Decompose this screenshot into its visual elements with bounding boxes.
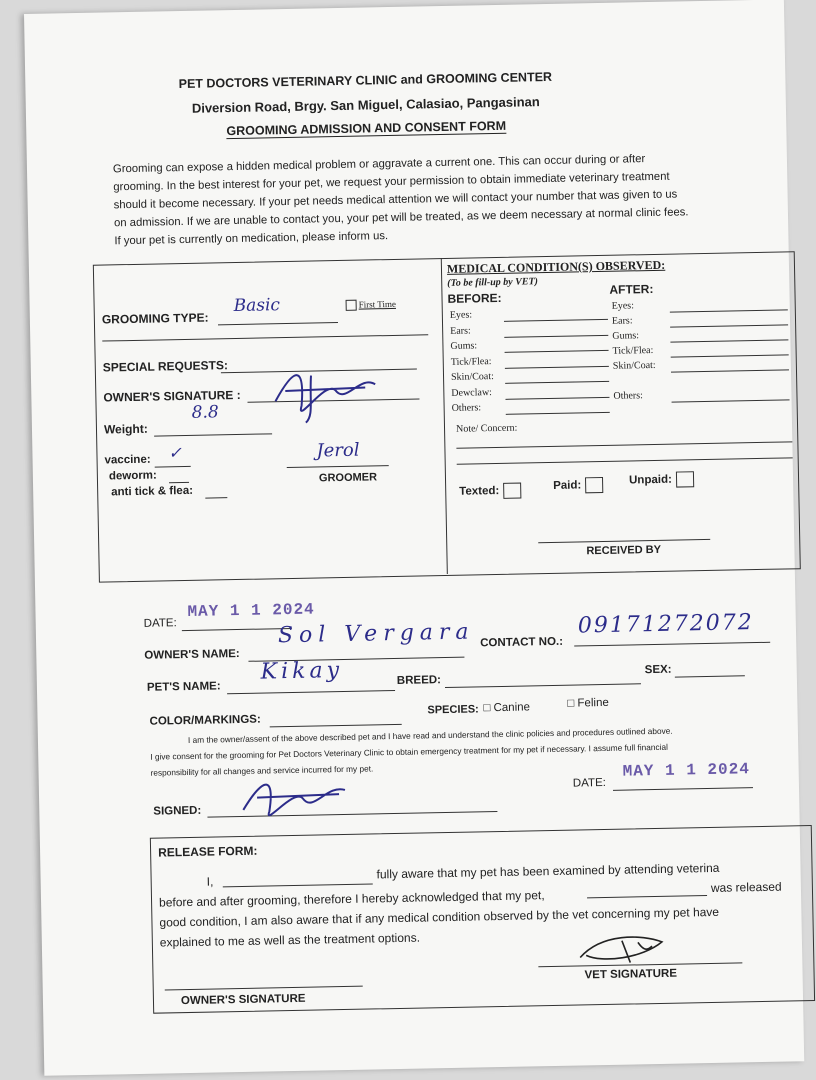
paid-option: Paid: bbox=[553, 477, 603, 494]
before-item-label: Eyes: bbox=[449, 309, 473, 321]
vaccine-value: ✓ bbox=[168, 443, 183, 463]
groomer-label: GROOMER bbox=[318, 471, 378, 485]
medical-subtitle: (To be fill-up by VET) bbox=[447, 276, 539, 289]
vaccine-label: vaccine: bbox=[104, 453, 151, 467]
contact-label: CONTACT NO.: bbox=[480, 635, 564, 650]
owner-name-label: OWNER'S NAME: bbox=[144, 647, 240, 662]
form-title: GROOMING ADMISSION AND CONSENT FORM bbox=[226, 118, 507, 139]
before-item-label: Tick/Flea: bbox=[450, 355, 492, 368]
after-item-label: Tick/Flea: bbox=[612, 344, 654, 357]
consent-form-sheet bbox=[24, 0, 804, 1076]
weight-label: Weight: bbox=[103, 421, 148, 437]
signed-date-stamp: MAY 1 1 2024 bbox=[622, 760, 751, 781]
species-canine-option[interactable]: □ Canine bbox=[483, 701, 531, 715]
before-item-label: Skin/Coat: bbox=[450, 371, 494, 383]
anti-tick-label: anti tick & flea: bbox=[111, 484, 194, 499]
grooming-type-value: Basic bbox=[233, 295, 281, 317]
signed-label: SIGNED: bbox=[153, 804, 202, 818]
signed-date-line bbox=[613, 787, 753, 791]
unpaid-checkbox[interactable] bbox=[676, 471, 694, 487]
intro-line: grooming. In the best interest for your pet, we request your permission to obtain immediate veterinary treatment bbox=[113, 170, 670, 194]
color-markings-line bbox=[270, 724, 402, 728]
release-line-2a: before and after grooming, therefore I hereby acknowledged that my pet, bbox=[158, 888, 545, 910]
sex-line bbox=[675, 675, 745, 677]
texted-option: Texted: bbox=[459, 483, 521, 500]
medical-title: MEDICAL CONDITION(S) OBSERVED: bbox=[446, 257, 666, 276]
owner-signature-label: OWNER'S SIGNATURE : bbox=[103, 387, 241, 405]
release-line-3: good condition, I am also aware that if any medical condition observed by the vet concerning my pet have bbox=[159, 904, 720, 930]
date-stamp: MAY 1 1 2024 bbox=[187, 600, 315, 621]
texted-checkbox[interactable] bbox=[503, 483, 521, 499]
first-time-checkbox[interactable] bbox=[346, 300, 357, 311]
date-line bbox=[182, 628, 292, 631]
release-line-2b: was released bbox=[710, 879, 782, 895]
received-by-label: RECEIVED BY bbox=[586, 543, 662, 558]
special-requests-label: SPECIAL REQUESTS: bbox=[102, 358, 229, 375]
contact-value: 09171272072 bbox=[577, 610, 755, 639]
before-label: BEFORE: bbox=[447, 290, 502, 306]
contact-line bbox=[574, 642, 770, 647]
breed-line bbox=[445, 683, 641, 688]
unpaid-option: Unpaid: bbox=[629, 471, 694, 488]
after-item-label: Eyes: bbox=[611, 300, 635, 312]
owner-signature-scribble bbox=[265, 359, 386, 431]
note-label: Note/ Concern: bbox=[455, 422, 518, 435]
after-label: AFTER: bbox=[609, 281, 654, 297]
release-line-4: explained to me as well as the treatment options. bbox=[159, 930, 421, 950]
release-line-1a: I, bbox=[206, 874, 214, 889]
after-item-label: Gums: bbox=[612, 330, 640, 342]
clinic-name: PET DOCTORS VETERINARY CLINIC and GROOMING CENTER bbox=[178, 69, 553, 92]
consent-line-2: I give consent for the grooming for Pet Doctors Veterinary Clinic to obtain emergency treatment for my pet if necessary. I assume full financial bbox=[150, 741, 669, 762]
signed-signature-scribble bbox=[235, 768, 356, 832]
intro-line: Grooming can expose a hidden medical problem or aggravate a current one. This can occur during or after bbox=[112, 153, 646, 176]
color-markings-label: COLOR/MARKINGS: bbox=[149, 713, 261, 728]
weight-value: 8.8 bbox=[191, 402, 219, 423]
signed-date-label: DATE: bbox=[572, 776, 607, 790]
before-item-label: Others: bbox=[451, 402, 482, 414]
after-item-label: Others: bbox=[613, 390, 644, 402]
owner-name-value: Sol Vergara bbox=[277, 619, 475, 649]
pet-name-label: PET'S NAME: bbox=[146, 680, 221, 694]
vet-signature-label: VET SIGNATURE bbox=[584, 967, 678, 982]
release-title: RELEASE FORM: bbox=[157, 843, 258, 860]
breed-label: BREED: bbox=[396, 674, 442, 687]
deworm-label: deworm: bbox=[108, 469, 157, 483]
before-item-label: Ears: bbox=[450, 324, 471, 337]
consent-line-1: I am the owner/assent of the above described pet and I have read and understand the clinic policies and procedures outlined above. bbox=[187, 725, 673, 745]
after-item-label: Ears: bbox=[611, 315, 633, 327]
species-label: SPECIES: bbox=[427, 703, 479, 717]
before-item-label: Dewclaw: bbox=[451, 386, 492, 399]
first-time-option: First Time bbox=[346, 299, 396, 311]
intro-line: should it become necessary. If your pet needs medical attention we will contact your number that was given to us bbox=[113, 188, 678, 212]
intro-line: on admission. If we are unable to contact you, your pet will be treated, as we deem necessary at normal clinic fees. bbox=[113, 206, 689, 230]
sex-label: SEX: bbox=[644, 663, 672, 677]
after-item-label: Skin/Coat: bbox=[612, 359, 656, 372]
pet-name-line bbox=[227, 690, 395, 694]
clinic-address: Diversion Road, Brgy. San Miguel, Calasiao, Pangasinan bbox=[191, 94, 540, 116]
release-line-1b: fully aware that my pet has been examined by attending veterina bbox=[376, 860, 720, 882]
vet-signature-scribble bbox=[572, 928, 683, 974]
groomer-name: Jerol bbox=[316, 439, 360, 462]
intro-paragraph bbox=[113, 149, 689, 250]
paid-checkbox[interactable] bbox=[585, 477, 603, 493]
date-label: DATE: bbox=[143, 617, 177, 630]
owner-signature-release-label: OWNER'S SIGNATURE bbox=[180, 992, 306, 1008]
consent-line-3: responsibility for all changes and service incurred for my pet. bbox=[150, 763, 374, 778]
species-feline-option[interactable]: □ Feline bbox=[567, 696, 609, 710]
pet-name-value: Kikay bbox=[260, 657, 344, 685]
grooming-type-label: GROOMING TYPE: bbox=[101, 310, 209, 327]
before-item-label: Gums: bbox=[450, 340, 478, 352]
intro-line: If your pet is currently on medication, please inform us. bbox=[114, 230, 389, 248]
